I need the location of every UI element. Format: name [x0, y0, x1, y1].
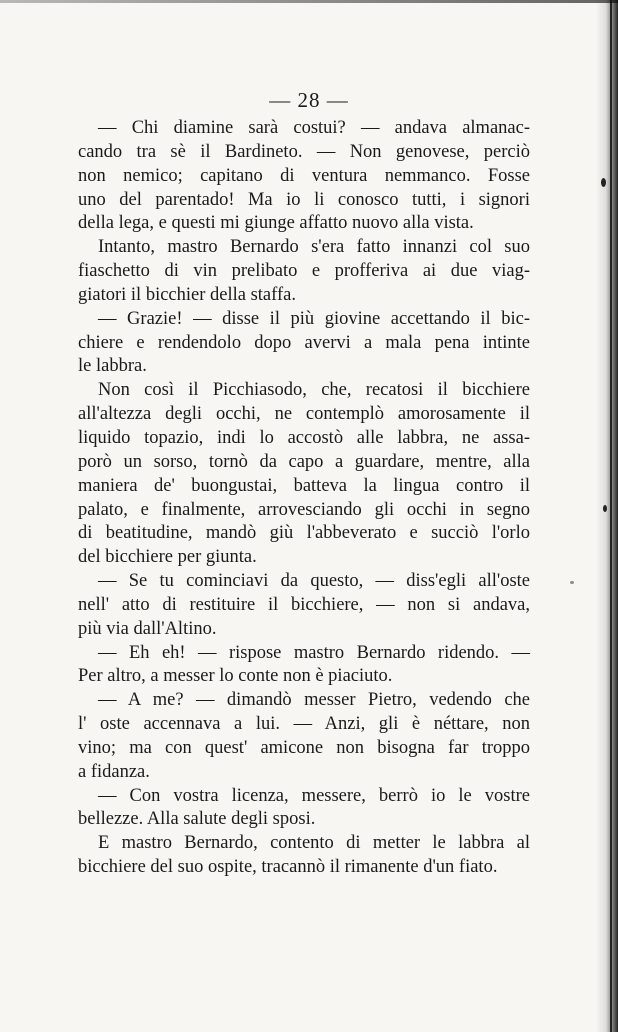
text-line: bellezze. Alla salute degli sposi.	[78, 809, 316, 830]
text-line: cando tra sè il Bardineto. — Non genovese, perciò	[78, 141, 530, 162]
scan-speck	[570, 581, 574, 584]
text-line: di beatitudine, mandò giù l'abbeverato e succiò l'orlo	[78, 523, 530, 544]
text-line: — Se tu cominciavi da questo, — diss'egli all'oste	[98, 571, 530, 592]
text-line: liquido topazio, indi lo accostò alle labbra, ne assa-	[78, 427, 530, 448]
text-line: maniera de' buongustai, batteva la lingua contro il	[78, 475, 530, 496]
text-line: della lega, e questi mi giunge affatto nuovo alla vista.	[78, 213, 474, 234]
text-line: vino; ma con quest' amicone non bisogna far troppo	[78, 737, 530, 758]
text-line: bicchiere del suo ospite, tracannò il rimanente d'un fiato.	[78, 857, 498, 878]
scan-right-edge-shadow	[596, 0, 618, 1032]
text-line: Non così il Picchiasodo, che, recatosi il bicchiere	[98, 380, 530, 401]
scan-top-edge	[0, 0, 618, 3]
body-text	[78, 117, 530, 880]
text-line: nell' atto di restituire il bicchiere, — non si andava,	[78, 594, 530, 615]
text-line: — Grazie! — disse il più giovine accettando il bic-	[98, 308, 530, 329]
text-line: — Con vostra licenza, messere, berrò io le vostre	[98, 785, 530, 806]
text-line: Per altro, a messer lo conte non è piaciuto.	[78, 666, 393, 687]
text-line: fiaschetto di vin prelibato e profferiva ai due viag-	[78, 261, 530, 282]
text-line: chiere e rendendolo dopo avervi a mala pena intinte	[78, 332, 530, 353]
text-line: all'altezza degli occhi, ne contemplò amorosamente il	[78, 404, 530, 425]
text-line: l' oste accennava a lui. — Anzi, gli è néttare, non	[78, 714, 530, 735]
text-line: porò un sorso, tornò da capo a guardare, mentre, alla	[78, 451, 530, 472]
text-line: uno del parentado! Ma io li conosco tutti, i signori	[78, 189, 530, 210]
page-number: — 28 —	[269, 88, 349, 112]
text-line: — Eh eh! — rispose mastro Bernardo ridendo. —	[98, 642, 530, 663]
text-line: Intanto, mastro Bernardo s'era fatto innanzi col suo	[98, 237, 530, 258]
scan-right-edge-line	[610, 0, 612, 1032]
text-line: più via dall'Altino.	[78, 618, 217, 639]
text-line: giatori il bicchier della staffa.	[78, 284, 296, 305]
text-line: non nemico; capitano di ventura nemmanco. Fosse	[78, 165, 530, 186]
text-line: — Chi diamine sarà costui? — andava almanac-	[98, 118, 530, 138]
text-line: a fidanza.	[78, 761, 150, 782]
text-line: le labbra.	[78, 356, 147, 377]
text-line: E mastro Bernardo, contento di metter le labbra al	[98, 833, 530, 854]
scan-speck	[601, 178, 606, 187]
text-line: del bicchiere per giunta.	[78, 547, 257, 568]
text-line: palato, e finalmente, arrovesciando gli occhi in segno	[78, 499, 530, 520]
text-line: — A me? — dimandò messer Pietro, vedendo che	[98, 690, 530, 711]
scan-speck	[603, 505, 607, 512]
